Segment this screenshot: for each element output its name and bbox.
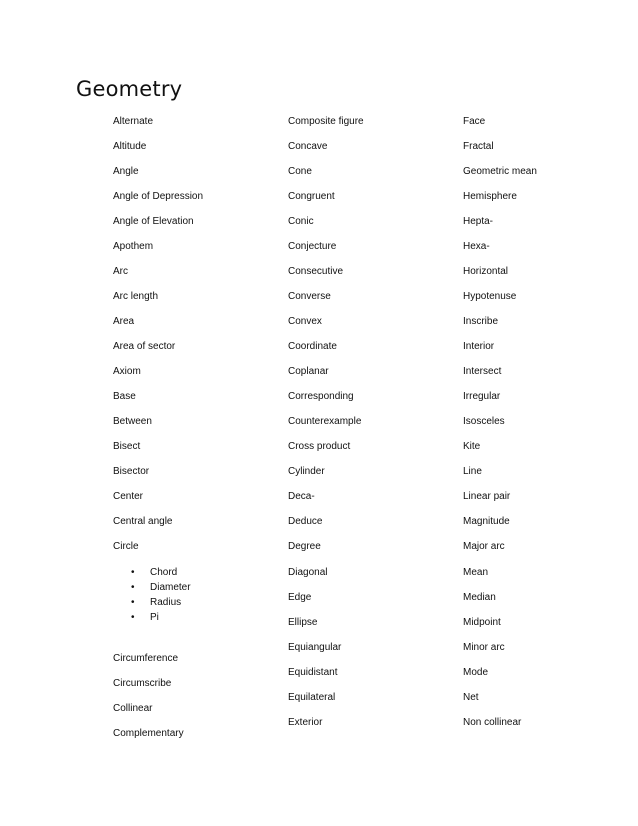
page-title: Geometry (76, 77, 183, 101)
term-item: Arc (113, 266, 128, 277)
bullet-item: Chord (150, 567, 178, 578)
term-item: Between (113, 416, 152, 427)
term-item: Concave (288, 141, 328, 152)
term-item: Coplanar (288, 366, 329, 377)
term-item: Inscribe (463, 316, 499, 327)
term-item: Geometric mean (463, 166, 537, 177)
term-item: Diagonal (288, 567, 328, 578)
term-item: Hepta- (463, 216, 494, 227)
term-item: Ellipse (288, 617, 318, 628)
bullet-icon: • (131, 567, 135, 578)
term-item: Converse (288, 291, 331, 302)
term-item: Base (113, 391, 136, 402)
term-item: Altitude (113, 141, 147, 152)
term-item: Magnitude (463, 516, 510, 527)
term-item: Edge (288, 592, 312, 603)
term-item: Congruent (288, 191, 335, 202)
term-item: Kite (463, 441, 481, 452)
term-item: Irregular (463, 391, 501, 402)
term-item: Equilateral (288, 692, 336, 703)
term-item: Non collinear (463, 717, 522, 728)
term-item: Circumference (113, 653, 179, 664)
term-item: Angle of Depression (113, 191, 204, 202)
term-item: Net (463, 692, 479, 703)
term-item: Conjecture (288, 241, 337, 252)
term-item: Equidistant (288, 667, 338, 678)
term-item: Deca- (288, 491, 315, 502)
term-item: Minor arc (463, 642, 505, 653)
term-item: Intersect (463, 366, 502, 377)
term-item: Isosceles (463, 416, 505, 427)
bullet-item: Radius (150, 597, 182, 608)
bullet-item: Diameter (150, 582, 191, 593)
term-item: Axiom (113, 366, 141, 377)
term-item: Collinear (113, 703, 153, 714)
term-item: Linear pair (463, 491, 511, 502)
bullet-icon: • (131, 582, 135, 593)
term-item: Area of sector (113, 341, 176, 352)
term-item: Alternate (113, 116, 154, 127)
term-item: Hypotenuse (463, 291, 517, 302)
term-item: Cylinder (288, 466, 325, 477)
term-item: Circle (113, 541, 139, 552)
term-item: Hemisphere (463, 191, 517, 202)
term-item: Hexa- (463, 241, 490, 252)
term-item: Bisect (113, 441, 141, 452)
term-item: Circumscribe (113, 678, 172, 689)
term-item: Mode (463, 667, 489, 678)
term-item: Major arc (463, 541, 505, 552)
term-item: Equiangular (288, 642, 342, 653)
term-item: Exterior (288, 717, 323, 728)
term-item: Degree (288, 541, 321, 552)
term-item: Apothem (113, 241, 154, 252)
term-item: Center (113, 491, 144, 502)
term-item: Consecutive (288, 266, 344, 277)
term-item: Angle of Elevation (113, 216, 194, 227)
term-item: Midpoint (463, 617, 501, 628)
term-item: Convex (288, 316, 322, 327)
bullet-icon: • (131, 612, 135, 623)
term-item: Deduce (288, 516, 323, 527)
term-item: Arc length (113, 291, 159, 302)
term-item: Fractal (463, 141, 494, 152)
term-item: Conic (288, 216, 314, 227)
bullet-item: Pi (150, 612, 159, 623)
term-item: Area (113, 316, 135, 327)
term-item: Angle (113, 166, 139, 177)
term-item: Cone (288, 166, 312, 177)
term-item: Central angle (113, 516, 173, 527)
term-item: Composite figure (288, 116, 364, 127)
term-item: Interior (463, 341, 495, 352)
term-item: Complementary (113, 728, 184, 739)
term-item: Horizontal (463, 266, 509, 277)
term-item: Bisector (113, 466, 150, 477)
term-item: Mean (463, 567, 489, 578)
term-item: Counterexample (288, 416, 362, 427)
term-item: Line (463, 466, 482, 477)
term-item: Face (463, 116, 486, 127)
bullet-icon: • (131, 597, 135, 608)
term-item: Corresponding (288, 391, 354, 402)
term-item: Cross product (288, 441, 351, 452)
term-item: Coordinate (288, 341, 337, 352)
term-item: Median (463, 592, 496, 603)
